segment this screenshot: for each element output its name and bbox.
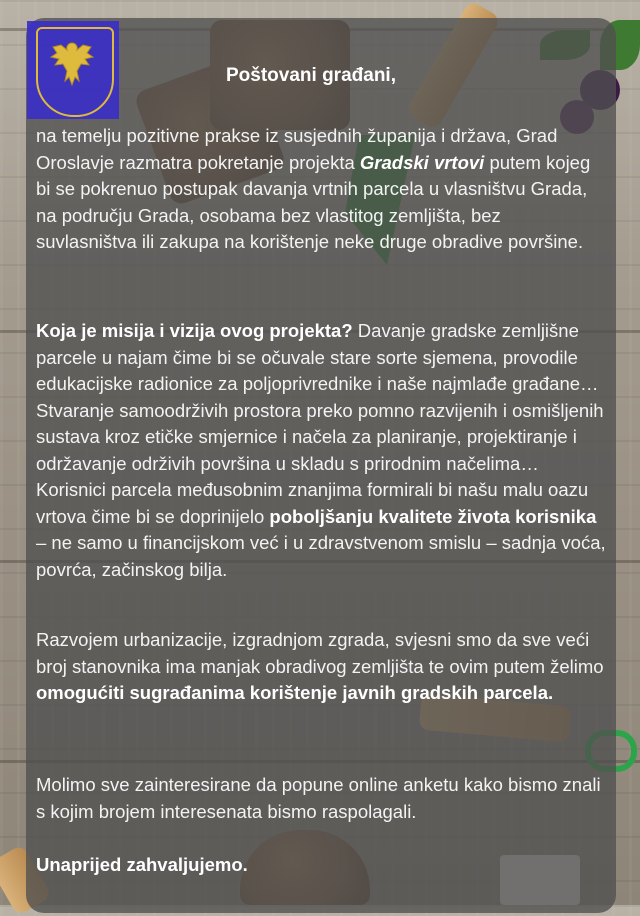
- survey-paragraph: [36, 772, 601, 825]
- mission-text-continued: – ne samo u financijskom već i u zdravstvenom smislu – sadnja voća, povrća, začinskog bilja.: [36, 532, 606, 580]
- urbanization-paragraph: [36, 627, 608, 707]
- closing-line: Unaprijed zahvaljujemo.: [36, 854, 248, 875]
- mission-text: Davanje gradske zemljišne parcele u najam čime bi se očuvale stare sorte sjemena, provodile edukacijske radionice za poljoprivrednike i naše najmlađe građane… Stvaranje samoodrživih prostora preko pomno razvijenih i osmišljenih sustava kroz etičke smjernice i načela za planiranje, projektiranje i održavanje održivih površina u skladu s prirodnim načelima… Korisnici parcela međusobnim znanjima formirali bi našu malu oazu vrtova čime bi se doprinijelo: [36, 320, 604, 527]
- mission-question: Koja je misija i vizija ovog projekta?: [36, 320, 353, 341]
- project-name: Gradski vrtovi: [359, 151, 485, 173]
- intro-text: na temelju pozitivne prakse iz susjednih županija i država, Grad Oroslavje razmatra pokretanje projekta: [36, 125, 558, 173]
- intro-paragraph: [36, 123, 596, 256]
- city-emblem: [27, 21, 119, 119]
- mission-paragraph: [36, 318, 610, 583]
- eagle-icon: [49, 37, 95, 91]
- intro-text-continued: putem kojeg bi se pokrenuo postupak davanja vrtnih parcela u vlasništvu Grada, na području Grada, osobama bez vlastitog zemljišta, bez suvlasništva ili zakupa na korištenje neke druge obradive površine.: [36, 151, 591, 252]
- survey-text: Molimo sve zainteresirane da popune online anketu kako bismo znali s kojim brojem interesenata bismo raspolagali.: [36, 774, 601, 822]
- mission-highlight: poboljšanju kvalitete života korisnika: [269, 505, 597, 527]
- urbanization-highlight: omogućiti sugrađanima korištenje javnih gradskih parcela.: [36, 682, 554, 703]
- urbanization-text: Razvojem urbanizacije, izgradnjom zgrada, svjesni smo da sve veći broj stanovnika ima manjak obradivog zemljišta te ovim putem želimo: [36, 629, 604, 677]
- greeting-heading: Poštovani građani,: [226, 65, 396, 86]
